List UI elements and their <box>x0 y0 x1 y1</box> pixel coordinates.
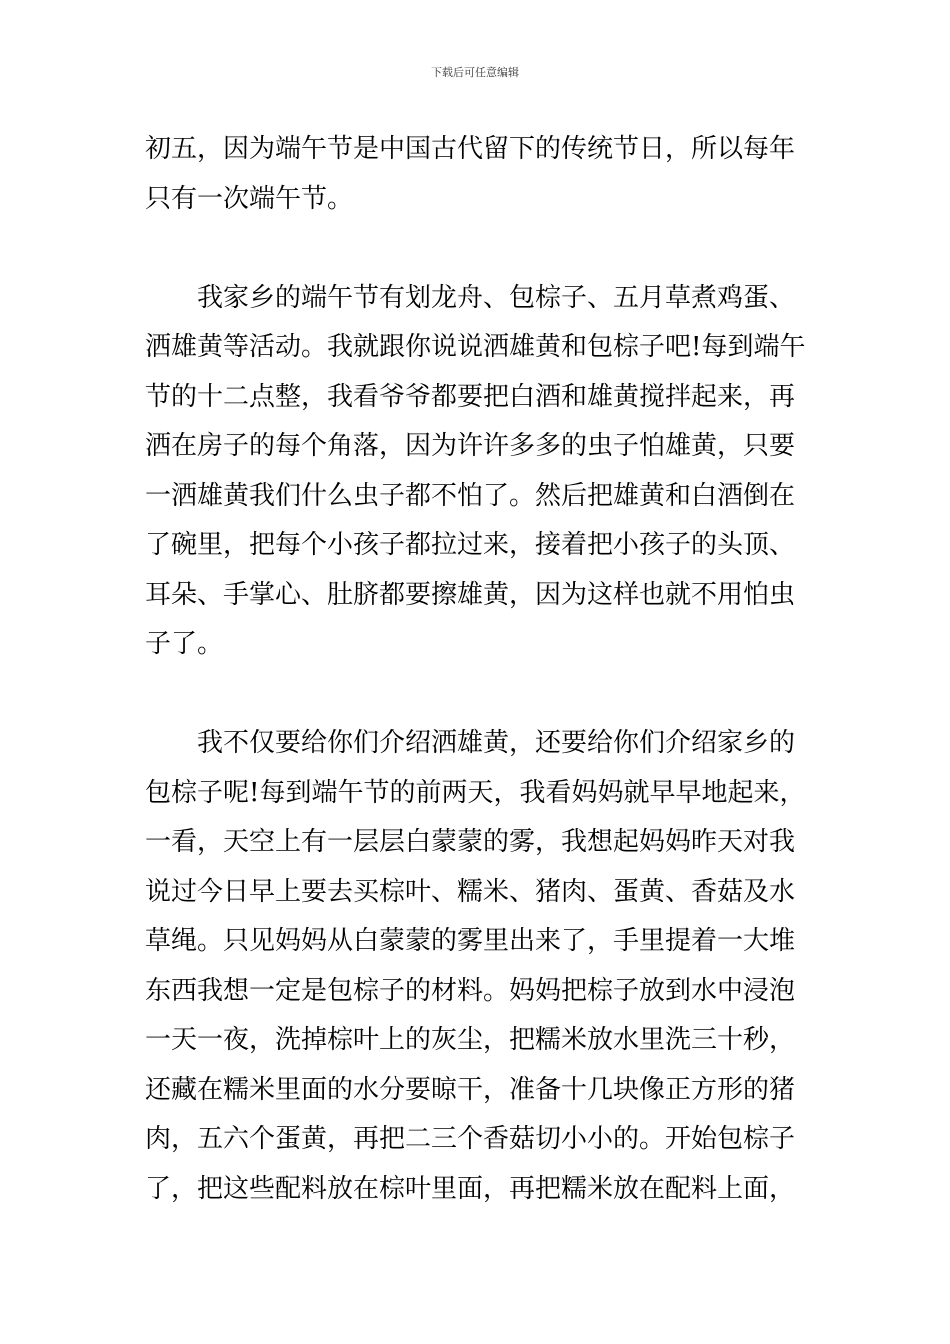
text-line: 一天一夜，洗掉棕叶上的灰尘，把糯米放水里洗三十秒， <box>145 1025 796 1055</box>
paragraph-gap <box>145 670 810 720</box>
text-line: 节的十二点整，我看爷爷都要把白酒和雄黄搅拌起来，再 <box>145 381 796 412</box>
text-line: 耳朵、手掌心、肚脐都要擦雄黄，因为这样也就不用怕虫 <box>145 579 796 610</box>
text-line: 东西我想一定是包棕子的材料。妈妈把棕子放到水中浸泡 <box>145 975 796 1006</box>
page-header-note: 下载后可任意编辑 <box>431 66 519 79</box>
paragraph <box>145 719 810 1214</box>
text-line: 包棕子呢!每到端午节的前两天，我看妈妈就早早地起来， <box>145 777 806 808</box>
text-line: 还藏在糯米里面的水分要晾干，准备十几块像正方形的猪 <box>145 1074 796 1105</box>
text-line: 子了。 <box>145 629 224 659</box>
paragraph <box>145 274 810 670</box>
text-line: 初五，因为端午节是中国古代留下的传统节日，所以每年 <box>145 134 796 164</box>
text-line: 洒在房子的每个角落，因为许许多多的虫子怕雄黄，只要 <box>145 431 796 461</box>
document-body <box>145 125 810 1214</box>
text-line: 了，把这些配料放在棕叶里面，再把糯米放在配料上面， <box>145 1173 796 1204</box>
text-line: 肉，五六个蛋黄，再把二三个香菇切小小的。开始包棕子 <box>145 1124 796 1154</box>
text-line: 了碗里，把每个小孩子都拉过来，接着把小孩子的头顶、 <box>145 530 796 560</box>
text-line: 洒雄黄等活动。我就跟你说说洒雄黄和包棕子吧!每到端午 <box>145 332 806 362</box>
text-line: 只有一次端午节。 <box>145 183 354 214</box>
paragraph-gap <box>145 224 810 274</box>
text-line: 我不仅要给你们介绍洒雄黄，还要给你们介绍家乡的 <box>197 728 796 758</box>
paragraph <box>145 125 810 224</box>
text-line: 一洒雄黄我们什么虫子都不怕了。然后把雄黄和白酒倒在 <box>145 480 796 511</box>
text-line: 草绳。只见妈妈从白蒙蒙的雾里出来了，手里提着一大堆 <box>145 926 796 956</box>
text-line: 一看，天空上有一层层白蒙蒙的雾，我想起妈妈昨天对我 <box>145 827 796 857</box>
text-line: 说过今日早上要去买棕叶、糯米、猪肉、蛋黄、香菇及水 <box>145 876 796 907</box>
text-line: 我家乡的端午节有划龙舟、包棕子、五月草煮鸡蛋、 <box>197 282 796 313</box>
